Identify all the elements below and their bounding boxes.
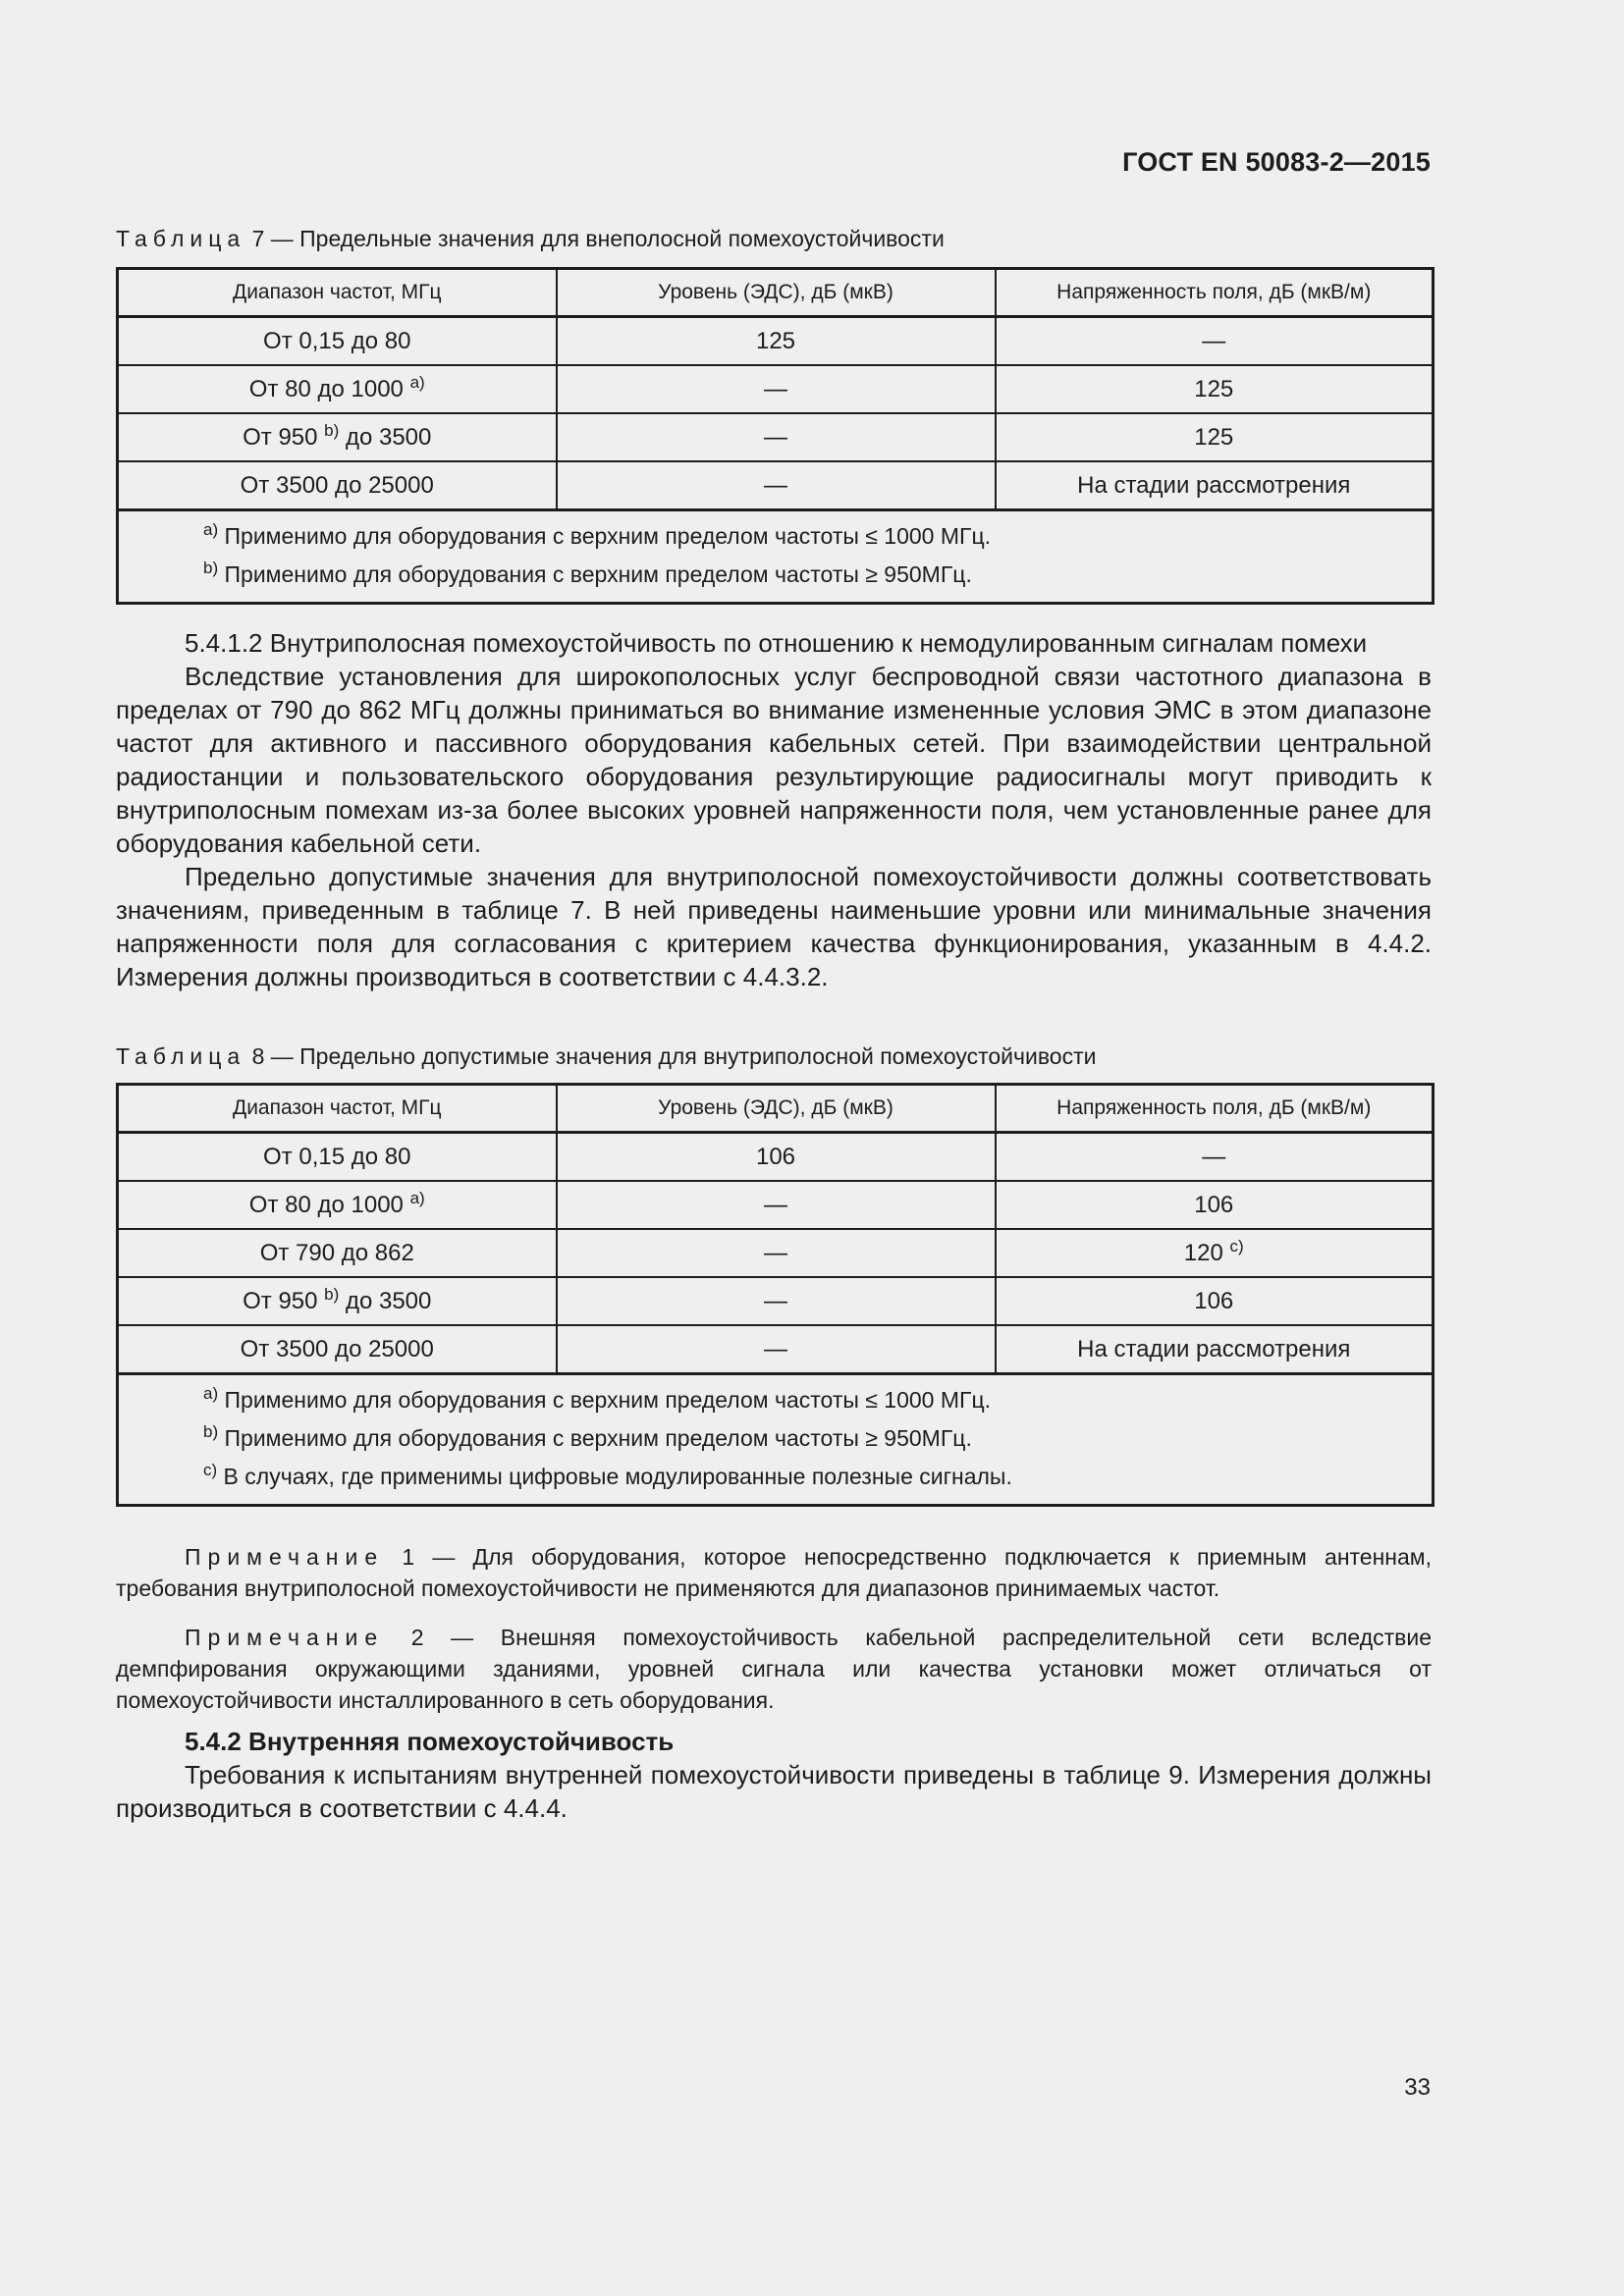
field-cell: 120 $^{c)}$ [996,1229,1434,1277]
paragraph: Вследствие установления для широкополосных услуг беспроводной связи частотного диапазона в пределах от 790 до 862 МГц должны приниматься во внимание измененные условия ЭМС в этом диапазоне частот для активного и пассивного оборудования кабельных сетей. При взаимодействии центральной радиостанции и пользовательского оборудования результирующие радиосигналы могут приводить к внутриполосным помехам из-за более высоких уровней напряженности поля, чем установленные ранее для оборудования кабельной сети. [116,662,1432,858]
field-cell: 125 [996,413,1434,461]
table-footnotes-row [118,1374,1434,1506]
paragraph: Требования к испытаниям внутренней помехоустойчивости приведены в таблице 9. Измерения должны производиться в соответствии с 4.4.4. [116,1760,1432,1823]
range-cell: От 950 $^{b)}$ до 3500 [118,413,557,461]
table-8-caption-text: 8 — Предельно допустимые значения для внутриполосной помехоустойчивости [245,1043,1097,1069]
level-cell: 125 [557,317,996,366]
range-cell: От 0,15 до 80 [118,1133,557,1182]
table-row [118,1325,1434,1374]
remark-1: Примечание 1 — Для оборудования, которое непосредственно подключается к приемным антеннам, требования внутриполосной помехоустойчивости не применяются для диапазонов принимаемых частот. [116,1544,1432,1601]
column-header: Уровень (ЭДС), дБ (мкВ) [557,269,996,317]
table-row [118,413,1434,461]
range-cell: От 80 до 1000 $^{a)}$ [118,1181,557,1229]
field-cell: На стадии рассмотрения [996,461,1434,510]
table-8-caption-word: Таблица [116,1043,246,1069]
section-heading: 5.4.2 Внутренняя помехоустойчивость [185,1727,675,1756]
table-7-caption-text: 7 — Предельные значения для внеполосной помехоустойчивости [245,226,945,251]
range-cell: От 3500 до 25000 [118,461,557,510]
field-cell: 106 [996,1277,1434,1325]
column-header: Напряженность поля, дБ (мкВ/м) [996,1085,1434,1133]
table-footnotes [118,510,1434,604]
field-cell: 106 [996,1181,1434,1229]
table-7 [116,267,1435,605]
level-cell: — [557,413,996,461]
page-number: 33 [1404,2074,1431,2101]
table-header-row [118,1085,1434,1133]
table-7-caption-word: Таблица [116,226,246,251]
table-row [118,1229,1434,1277]
table-8 [116,1083,1435,1507]
field-cell: — [996,1133,1434,1182]
range-cell: От 790 до 862 [118,1229,557,1277]
footnote: $^{a)}$ Применимо для оборудования с верхним пределом частоты ≤ 1000 МГц. [203,520,992,549]
column-header: Диапазон частот, МГц [118,269,557,317]
footnote: $^{a)}$ Применимо для оборудования с верхним пределом частоты ≤ 1000 МГц. [203,1384,992,1413]
section-5-4-2 [116,1725,1432,1825]
table-row [118,1181,1434,1229]
level-cell: 106 [557,1133,996,1182]
footnote: $^{c)}$ В случаях, где применимы цифровые модулированные полезные сигналы. [203,1461,1012,1489]
level-cell: — [557,1325,996,1374]
table-8-caption [116,1043,1096,1070]
level-cell: — [557,365,996,413]
field-cell: — [996,317,1434,366]
field-cell: На стадии рассмотрения [996,1325,1434,1374]
column-header: Напряженность поля, дБ (мкВ/м) [996,269,1434,317]
range-cell: От 0,15 до 80 [118,317,557,366]
paragraph: 5.4.1.2 Внутриполосная помехоустойчивость по отношению к немодулированным сигналам помехи [185,628,1368,658]
range-cell: От 3500 до 25000 [118,1325,557,1374]
remark-2: Примечание 2 — Внешняя помехоустойчивость кабельной распределительной сети вследствие демпфирования окружающими зданиями, уровней сигнала или качества установки может отличаться от помехоустойчивости инсталлированного в сеть оборудования. [116,1625,1432,1713]
level-cell: — [557,1229,996,1277]
level-cell: — [557,1181,996,1229]
document-code-header: ГОСТ EN 50083-2—2015 [1122,147,1431,177]
footnote: $^{b)}$ Применимо для оборудования с верхним пределом частоты ≥ 950МГц. [203,559,972,587]
range-cell: От 80 до 1000 $^{a)}$ [118,365,557,413]
column-header: Диапазон частот, МГц [118,1085,557,1133]
range-cell: От 950 $^{b)}$ до 3500 [118,1277,557,1325]
column-header: Уровень (ЭДС), дБ (мкВ) [557,1085,996,1133]
table-row [118,317,1434,366]
table-header-row [118,269,1434,317]
remarks-block [116,1541,1432,1716]
level-cell: — [557,461,996,510]
table-footnotes [118,1374,1434,1506]
table-row [118,1277,1434,1325]
footnote: $^{b)}$ Применимо для оборудования с верхним пределом частоты ≥ 950МГц. [203,1422,972,1451]
level-cell: — [557,1277,996,1325]
table-footnotes-row [118,510,1434,604]
table-7-caption [116,226,945,252]
section-5-4-1-2 [116,626,1432,993]
field-cell: 125 [996,365,1434,413]
table-row [118,365,1434,413]
table-row [118,461,1434,510]
paragraph: Предельно допустимые значения для внутриполосной помехоустойчивости должны соответствовать значениям, приведенным в таблице 7. В ней приведены наименьшие уровни или минимальные значения напряженности поля для согласования с критерием качества функционирования, указанным в 4.4.2. Измерения должны производиться в соответствии с 4.4.3.2. [116,862,1432,991]
table-row [118,1133,1434,1182]
